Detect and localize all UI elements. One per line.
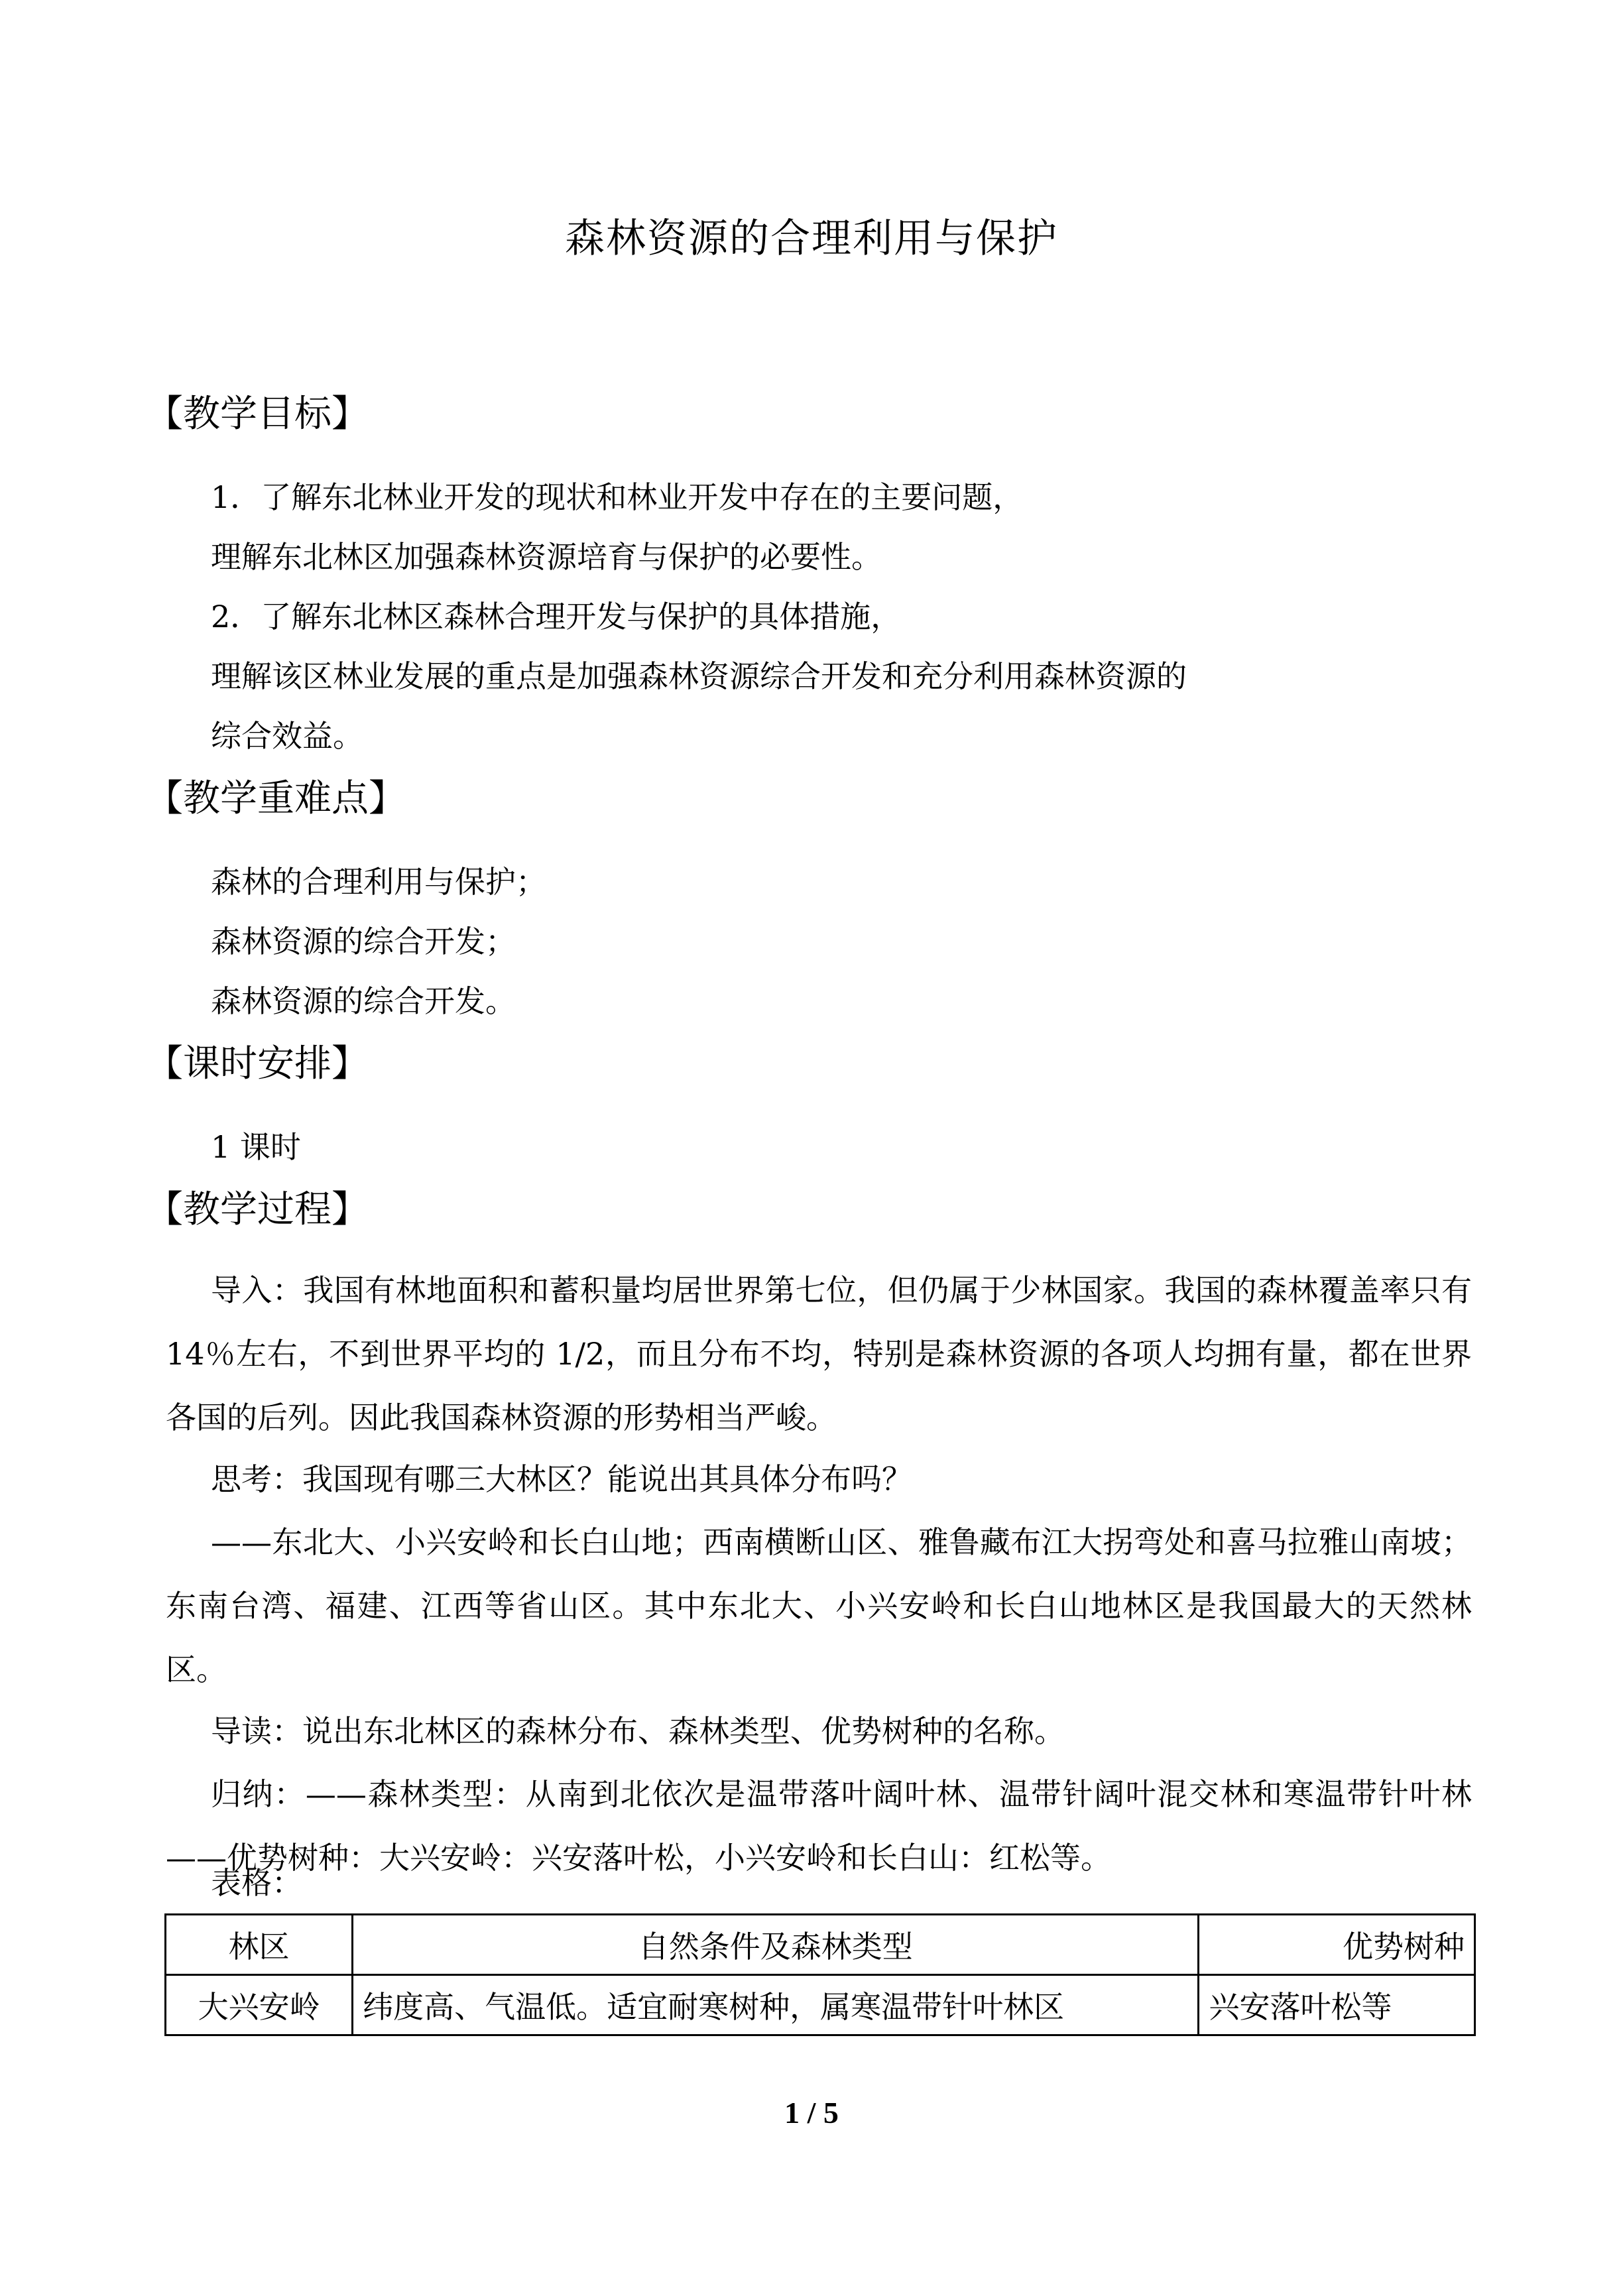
process-heading: 【教学过程】: [146, 1188, 369, 1231]
table-row: [166, 1975, 1475, 2035]
process-paragraph-answer: ——东北大、小兴安岭和长白山地；西南横断山区、雅鲁藏布江大拐弯处和喜马拉雅山南坡；东南台湾、福建、江西等省山区。其中东北大、小兴安岭和长白山地林区是我国最大的天然林区。: [166, 1524, 1472, 1687]
table-cell: 纬度高、气温低。适宜耐寒树种，属寒温带针叶林区: [353, 1975, 1199, 2035]
keypoints-heading: 【教学重难点】: [146, 777, 406, 820]
objective-line-2: 理解东北林区加强森林资源培育与保护的必要性。: [211, 539, 882, 575]
process-paragraph-intro: 导入：我国有林地面积和蓄积量均居世界第七位，但仍属于少林国家。我国的森林覆盖率只有 14％左右，不到世界平均的 1/2，而且分布不均，特别是森林资源的各项人均拥有量，都在世界各国的后列。因此我国森林资源的形势相当严峻。: [166, 1272, 1472, 1435]
keypoint-line-1: 森林的合理利用与保护；: [211, 864, 546, 900]
document-title: 森林资源的合理利用与保护: [565, 215, 1058, 262]
keypoint-line-2: 森林资源的综合开发；: [211, 924, 516, 959]
table-header-cell: 林区: [166, 1915, 353, 1975]
table-cell: 大兴安岭: [166, 1975, 353, 2035]
forest-region-table: [164, 1913, 1476, 2036]
table-cell: 兴安落叶松等: [1199, 1975, 1475, 2035]
process-paragraph-summary: 归纳：——森林类型：从南到北依次是温带落叶阔叶林、温带针阔叶混交林和寒温带针叶林——优势树种：大兴安岭：兴安落叶松，小兴安岭和长白山：红松等。: [166, 1776, 1472, 1876]
table-caption: 表格：: [211, 1865, 302, 1901]
schedule-heading: 【课时安排】: [146, 1042, 369, 1085]
keypoint-line-3: 森林资源的综合开发。: [211, 983, 516, 1019]
process-paragraph-think: 思考：我国现有哪三大林区？能说出其具体分布吗？: [211, 1461, 912, 1497]
objective-line-5: 综合效益。: [211, 718, 363, 754]
objective-line-3: 2．了解东北林区森林合理开发与保护的具体措施，: [211, 599, 902, 634]
objective-line-4: 理解该区林业发展的重点是加强森林资源综合开发和充分利用森林资源的: [211, 658, 1187, 694]
table-header-row: [166, 1915, 1475, 1975]
objective-line-1: 1．了解东北林业开发的现状和林业开发中存在的主要问题，: [211, 479, 1024, 515]
table-header-cell: 优势树种: [1199, 1915, 1475, 1975]
process-paragraph-guide: 导读：说出东北林区的森林分布、森林类型、优势树种的名称。: [211, 1713, 1065, 1749]
objectives-heading: 【教学目标】: [146, 393, 369, 436]
schedule-line-1: 1 课时: [211, 1129, 301, 1165]
table-header-cell: 自然条件及森林类型: [353, 1915, 1199, 1975]
page-number: 1 / 5: [784, 2096, 839, 2130]
